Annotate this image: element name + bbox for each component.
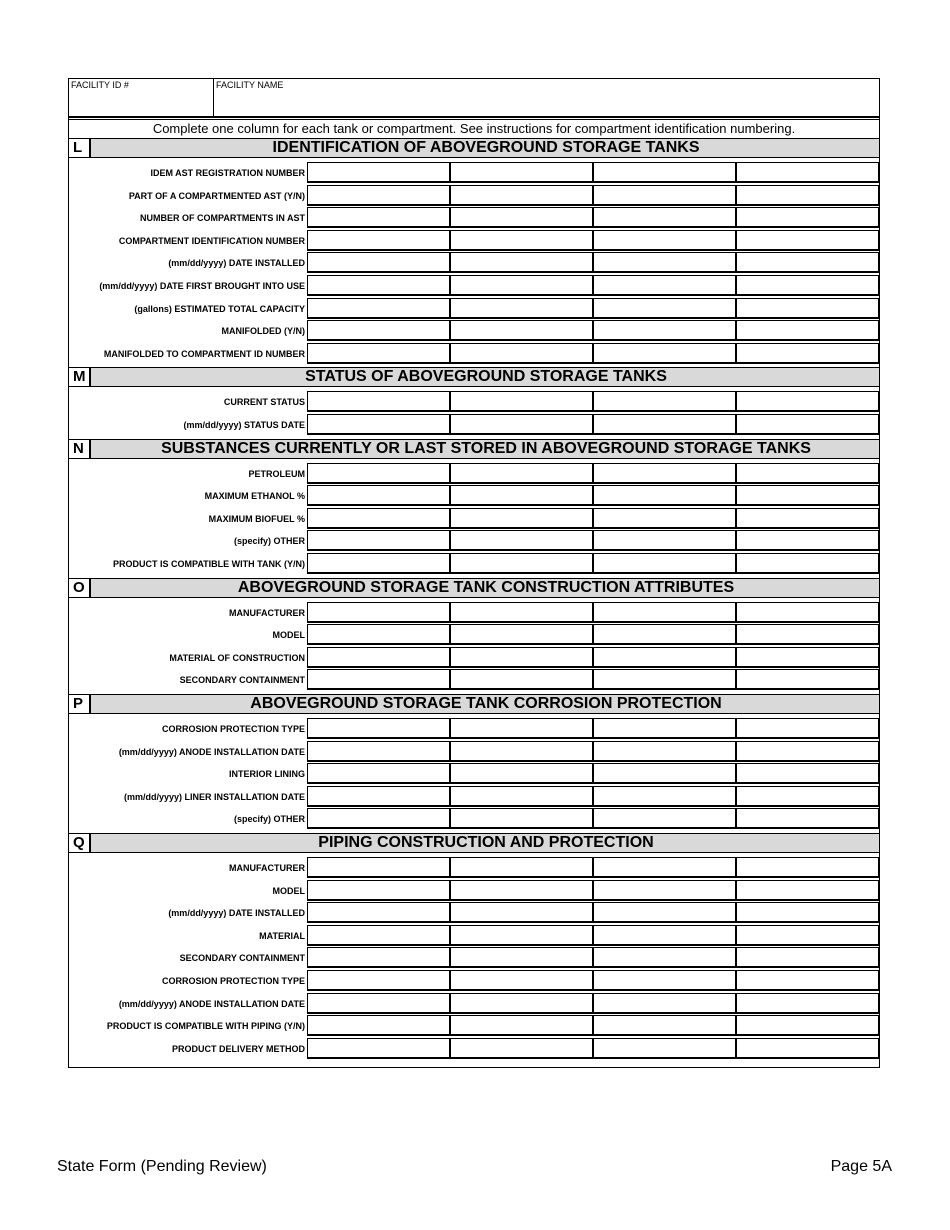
- tank-1-input-cell[interactable]: [307, 947, 450, 968]
- tank-1-input-cell[interactable]: [307, 1015, 450, 1036]
- tank-3-input-cell[interactable]: [593, 880, 736, 901]
- tank-4-input-cell[interactable]: [736, 647, 879, 668]
- tank-3-input-cell[interactable]: [593, 647, 736, 668]
- tank-3-input-cell[interactable]: [593, 343, 736, 364]
- tank-1-input-cell[interactable]: [307, 602, 450, 623]
- row-label: (specify) OTHER: [233, 536, 305, 547]
- tank-1-input-cell[interactable]: [307, 414, 450, 435]
- tank-4-input-cell[interactable]: [736, 275, 879, 296]
- row-label: MANUFACTURER: [229, 863, 305, 873]
- tank-2-input-cell[interactable]: [450, 298, 593, 319]
- tank-3-input-cell[interactable]: [593, 485, 736, 506]
- tank-2-input-cell[interactable]: [450, 275, 593, 296]
- form-row: [69, 857, 879, 879]
- row-label: (mm/dd/yyyy) DATE INSTALLED: [168, 258, 305, 269]
- section-letter: O: [69, 579, 91, 597]
- tank-2-input-cell[interactable]: [450, 530, 593, 551]
- tank-1-input-cell[interactable]: [307, 553, 450, 574]
- tank-2-input-cell[interactable]: [450, 391, 593, 412]
- tank-4-input-cell[interactable]: [736, 857, 879, 878]
- form-row: [69, 530, 879, 552]
- row-label: PRODUCT IS COMPATIBLE WITH PIPING (Y/N): [106, 1021, 305, 1032]
- tank-3-input-cell[interactable]: [593, 993, 736, 1014]
- tank-3-input-cell[interactable]: [593, 925, 736, 946]
- form-row: [69, 207, 879, 229]
- facility-id-field[interactable]: [69, 79, 214, 116]
- row-label: (mm/dd/yyyy) DATE INSTALLED: [168, 908, 305, 919]
- row-label: MAXIMUM BIOFUEL %: [208, 513, 305, 524]
- tank-3-input-cell[interactable]: [593, 1038, 736, 1059]
- tank-2-input-cell[interactable]: [450, 230, 593, 251]
- tank-1-input-cell[interactable]: [307, 230, 450, 251]
- form-row: [69, 808, 879, 830]
- tank-1-input-cell[interactable]: [307, 808, 450, 829]
- tank-3-input-cell[interactable]: [593, 391, 736, 412]
- tank-3-input-cell[interactable]: [593, 530, 736, 551]
- section-title: ABOVEGROUND STORAGE TANK CONSTRUCTION ATTRIBUTES: [237, 578, 735, 596]
- tank-1-input-cell[interactable]: [307, 508, 450, 529]
- tank-4-input-cell[interactable]: [736, 530, 879, 551]
- tank-1-input-cell[interactable]: [307, 391, 450, 412]
- row-label: NUMBER OF COMPARTMENTS IN AST: [140, 213, 305, 224]
- form-row: [69, 624, 879, 646]
- tank-2-input-cell[interactable]: [450, 485, 593, 506]
- tank-1-input-cell[interactable]: [307, 902, 450, 923]
- tank-2-input-cell[interactable]: [450, 185, 593, 206]
- section-title: SUBSTANCES CURRENTLY OR LAST STORED IN ABOVEGROUND STORAGE TANKS: [161, 439, 811, 457]
- tank-4-input-cell[interactable]: [736, 207, 879, 228]
- tank-4-input-cell[interactable]: [736, 252, 879, 273]
- tank-4-input-cell[interactable]: [736, 463, 879, 484]
- tank-2-input-cell[interactable]: [450, 320, 593, 341]
- form-row: [69, 162, 879, 184]
- tank-3-input-cell[interactable]: [593, 275, 736, 296]
- tank-2-input-cell[interactable]: [450, 741, 593, 762]
- form-row: [69, 763, 879, 785]
- row-label: MAXIMUM ETHANOL %: [204, 491, 305, 502]
- row-label: CORROSION PROTECTION TYPE: [161, 724, 305, 734]
- form-row: [69, 553, 879, 575]
- row-label: MANIFOLDED TO COMPARTMENT ID NUMBER: [103, 348, 305, 359]
- section-header-p: [69, 694, 879, 714]
- row-label: MODEL: [272, 630, 305, 641]
- tank-4-input-cell[interactable]: [736, 624, 879, 645]
- tank-4-input-cell[interactable]: [736, 1038, 879, 1059]
- tank-4-input-cell[interactable]: [736, 414, 879, 435]
- tank-4-input-cell[interactable]: [736, 485, 879, 506]
- tank-4-input-cell[interactable]: [736, 741, 879, 762]
- form-page: [68, 78, 880, 1068]
- row-label: MATERIAL: [259, 930, 305, 941]
- tank-4-input-cell[interactable]: [736, 185, 879, 206]
- tank-2-input-cell[interactable]: [450, 808, 593, 829]
- tank-2-input-cell[interactable]: [450, 718, 593, 739]
- form-row: [69, 602, 879, 624]
- tank-2-input-cell[interactable]: [450, 207, 593, 228]
- row-label: MODEL: [272, 885, 305, 896]
- form-row: [69, 252, 879, 274]
- tank-1-input-cell[interactable]: [307, 647, 450, 668]
- tank-2-input-cell[interactable]: [450, 343, 593, 364]
- row-label: CURRENT STATUS: [223, 397, 305, 408]
- section-header-l: [69, 138, 879, 158]
- form-row: [69, 993, 879, 1015]
- tank-3-input-cell[interactable]: [593, 252, 736, 273]
- tank-4-input-cell[interactable]: [736, 230, 879, 251]
- tank-3-input-cell[interactable]: [593, 624, 736, 645]
- tank-1-input-cell[interactable]: [307, 925, 450, 946]
- tank-3-input-cell[interactable]: [593, 1015, 736, 1036]
- tank-4-input-cell[interactable]: [736, 970, 879, 991]
- tank-2-input-cell[interactable]: [450, 925, 593, 946]
- tank-3-input-cell[interactable]: [593, 298, 736, 319]
- facility-name-field[interactable]: [214, 79, 879, 116]
- row-label: PRODUCT DELIVERY METHOD: [171, 1043, 305, 1054]
- form-row: [69, 741, 879, 763]
- section-header-m: [69, 367, 879, 387]
- tank-3-input-cell[interactable]: [593, 902, 736, 923]
- tank-3-input-cell[interactable]: [593, 320, 736, 341]
- row-label: (mm/dd/yyyy) LINER INSTALLATION DATE: [123, 791, 305, 802]
- tank-4-input-cell[interactable]: [736, 718, 879, 739]
- section-letter: Q: [69, 834, 91, 852]
- row-label: (mm/dd/yyyy) ANODE INSTALLATION DATE: [118, 746, 305, 757]
- row-label: PETROLEUM: [248, 468, 305, 479]
- form-row: [69, 1038, 879, 1060]
- tank-3-input-cell[interactable]: [593, 602, 736, 623]
- tank-1-input-cell[interactable]: [307, 320, 450, 341]
- tank-1-input-cell[interactable]: [307, 741, 450, 762]
- tank-1-input-cell[interactable]: [307, 669, 450, 690]
- form-row: [69, 185, 879, 207]
- tank-3-input-cell[interactable]: [593, 786, 736, 807]
- tank-2-input-cell[interactable]: [450, 669, 593, 690]
- tank-1-input-cell[interactable]: [307, 718, 450, 739]
- tank-4-input-cell[interactable]: [736, 880, 879, 901]
- tank-4-input-cell[interactable]: [736, 602, 879, 623]
- tank-1-input-cell[interactable]: [307, 275, 450, 296]
- form-row: [69, 463, 879, 485]
- facility-id-label: FACILITY ID #: [71, 80, 129, 90]
- tank-1-input-cell[interactable]: [307, 993, 450, 1014]
- tank-2-input-cell[interactable]: [450, 970, 593, 991]
- tank-4-input-cell[interactable]: [736, 298, 879, 319]
- tank-2-input-cell[interactable]: [450, 1015, 593, 1036]
- tank-3-input-cell[interactable]: [593, 947, 736, 968]
- form-row: [69, 925, 879, 947]
- tank-2-input-cell[interactable]: [450, 880, 593, 901]
- row-label: IDEM AST REGISTRATION NUMBER: [150, 168, 305, 178]
- tank-1-input-cell[interactable]: [307, 786, 450, 807]
- form-row: [69, 970, 879, 992]
- tank-4-input-cell[interactable]: [736, 162, 879, 183]
- tank-2-input-cell[interactable]: [450, 857, 593, 878]
- form-row: [69, 902, 879, 924]
- row-label: MANUFACTURER: [229, 607, 305, 618]
- tank-1-input-cell[interactable]: [307, 485, 450, 506]
- tank-4-input-cell[interactable]: [736, 508, 879, 529]
- tank-4-input-cell[interactable]: [736, 669, 879, 690]
- tank-1-input-cell[interactable]: [307, 530, 450, 551]
- tank-3-input-cell[interactable]: [593, 207, 736, 228]
- form-row: [69, 508, 879, 530]
- form-row: [69, 1015, 879, 1037]
- tank-1-input-cell[interactable]: [307, 624, 450, 645]
- tank-1-input-cell[interactable]: [307, 970, 450, 991]
- tank-1-input-cell[interactable]: [307, 162, 450, 183]
- facility-header: [69, 79, 879, 118]
- tank-3-input-cell[interactable]: [593, 718, 736, 739]
- section-title: ABOVEGROUND STORAGE TANK CORROSION PROTECTION: [250, 695, 722, 712]
- tank-4-input-cell[interactable]: [736, 553, 879, 574]
- form-row: [69, 947, 879, 969]
- tank-3-input-cell[interactable]: [593, 741, 736, 762]
- row-label: (specify) OTHER: [233, 814, 305, 825]
- tank-2-input-cell[interactable]: [450, 647, 593, 668]
- tank-2-input-cell[interactable]: [450, 463, 593, 484]
- form-row: [69, 647, 879, 669]
- tank-4-input-cell[interactable]: [736, 902, 879, 923]
- form-row: [69, 414, 879, 436]
- form-row: [69, 485, 879, 507]
- row-label: SECONDARY CONTAINMENT: [179, 953, 305, 964]
- row-label: MATERIAL OF CONSTRUCTION: [169, 652, 305, 663]
- tank-2-input-cell[interactable]: [450, 786, 593, 807]
- tank-4-input-cell[interactable]: [736, 925, 879, 946]
- section-letter: L: [69, 139, 91, 157]
- form-row: [69, 669, 879, 691]
- footer-form-name: State Form (Pending Review): [57, 1158, 267, 1175]
- tank-4-input-cell[interactable]: [736, 808, 879, 829]
- tank-2-input-cell[interactable]: [450, 252, 593, 273]
- form-row: [69, 718, 879, 740]
- tank-1-input-cell[interactable]: [307, 207, 450, 228]
- row-label: PART OF A COMPARTMENTED AST (Y/N): [128, 190, 305, 201]
- section-title: IDENTIFICATION OF ABOVEGROUND STORAGE TANKS: [272, 139, 700, 156]
- tank-4-input-cell[interactable]: [736, 993, 879, 1014]
- tank-3-input-cell[interactable]: [593, 185, 736, 206]
- tank-3-input-cell[interactable]: [593, 508, 736, 529]
- section-letter: M: [69, 368, 91, 386]
- section-title: PIPING CONSTRUCTION AND PROTECTION: [318, 834, 654, 851]
- row-label: INTERIOR LINING: [229, 769, 305, 780]
- tank-4-input-cell[interactable]: [736, 947, 879, 968]
- tank-2-input-cell[interactable]: [450, 602, 593, 623]
- section-header-o: [69, 578, 879, 598]
- tank-3-input-cell[interactable]: [593, 230, 736, 251]
- tank-3-input-cell[interactable]: [593, 463, 736, 484]
- tank-1-input-cell[interactable]: [307, 252, 450, 273]
- form-row: [69, 343, 879, 365]
- tank-2-input-cell[interactable]: [450, 902, 593, 923]
- tank-2-input-cell[interactable]: [450, 624, 593, 645]
- tank-1-input-cell[interactable]: [307, 763, 450, 784]
- section-letter: P: [69, 695, 91, 713]
- tank-2-input-cell[interactable]: [450, 993, 593, 1014]
- section-title: STATUS OF ABOVEGROUND STORAGE TANKS: [305, 368, 667, 386]
- row-label: MANIFOLDED (Y/N): [221, 326, 305, 337]
- tank-1-input-cell[interactable]: [307, 343, 450, 364]
- tank-2-input-cell[interactable]: [450, 553, 593, 574]
- tank-1-input-cell[interactable]: [307, 880, 450, 901]
- form-row: [69, 880, 879, 902]
- tank-4-input-cell[interactable]: [736, 343, 879, 364]
- tank-3-input-cell[interactable]: [593, 162, 736, 183]
- form-row: [69, 391, 879, 413]
- row-label: (gallons) ESTIMATED TOTAL CAPACITY: [134, 303, 305, 314]
- form-row: [69, 786, 879, 808]
- row-label: COMPARTMENT IDENTIFICATION NUMBER: [118, 235, 305, 246]
- tank-1-input-cell[interactable]: [307, 463, 450, 484]
- footer-page-number: Page 5A: [830, 1158, 892, 1175]
- section-header-q: [69, 833, 879, 853]
- row-label: SECONDARY CONTAINMENT: [179, 675, 305, 686]
- form-row: [69, 298, 879, 320]
- tank-1-input-cell[interactable]: [307, 1038, 450, 1059]
- form-row: [69, 230, 879, 252]
- row-label: PRODUCT IS COMPATIBLE WITH TANK (Y/N): [113, 559, 305, 569]
- tank-3-input-cell[interactable]: [593, 970, 736, 991]
- tank-1-input-cell[interactable]: [307, 857, 450, 878]
- tank-4-input-cell[interactable]: [736, 786, 879, 807]
- tank-2-input-cell[interactable]: [450, 1038, 593, 1059]
- tank-1-input-cell[interactable]: [307, 298, 450, 319]
- tank-2-input-cell[interactable]: [450, 162, 593, 183]
- row-label: (mm/dd/yyyy) STATUS DATE: [183, 420, 305, 430]
- tank-2-input-cell[interactable]: [450, 508, 593, 529]
- facility-name-label: FACILITY NAME: [216, 80, 284, 90]
- form-row: [69, 275, 879, 297]
- tank-4-input-cell[interactable]: [736, 320, 879, 341]
- row-label: CORROSION PROTECTION TYPE: [161, 976, 305, 986]
- tank-3-input-cell[interactable]: [593, 763, 736, 784]
- tank-3-input-cell[interactable]: [593, 669, 736, 690]
- tank-4-input-cell[interactable]: [736, 391, 879, 412]
- tank-1-input-cell[interactable]: [307, 185, 450, 206]
- tank-2-input-cell[interactable]: [450, 763, 593, 784]
- row-label: (mm/dd/yyyy) DATE FIRST BROUGHT INTO USE: [99, 281, 305, 291]
- tank-2-input-cell[interactable]: [450, 414, 593, 435]
- tank-2-input-cell[interactable]: [450, 947, 593, 968]
- section-header-n: [69, 439, 879, 459]
- row-label: (mm/dd/yyyy) ANODE INSTALLATION DATE: [118, 998, 305, 1009]
- section-letter: N: [69, 440, 91, 458]
- tank-3-input-cell[interactable]: [593, 857, 736, 878]
- form-row: [69, 320, 879, 342]
- instructions-text: Complete one column for each tank or compartment. See instructions for compartment identification numbering.: [69, 119, 879, 138]
- tank-3-input-cell[interactable]: [593, 414, 736, 435]
- tank-3-input-cell[interactable]: [593, 808, 736, 829]
- tank-4-input-cell[interactable]: [736, 763, 879, 784]
- tank-3-input-cell[interactable]: [593, 553, 736, 574]
- tank-4-input-cell[interactable]: [736, 1015, 879, 1036]
